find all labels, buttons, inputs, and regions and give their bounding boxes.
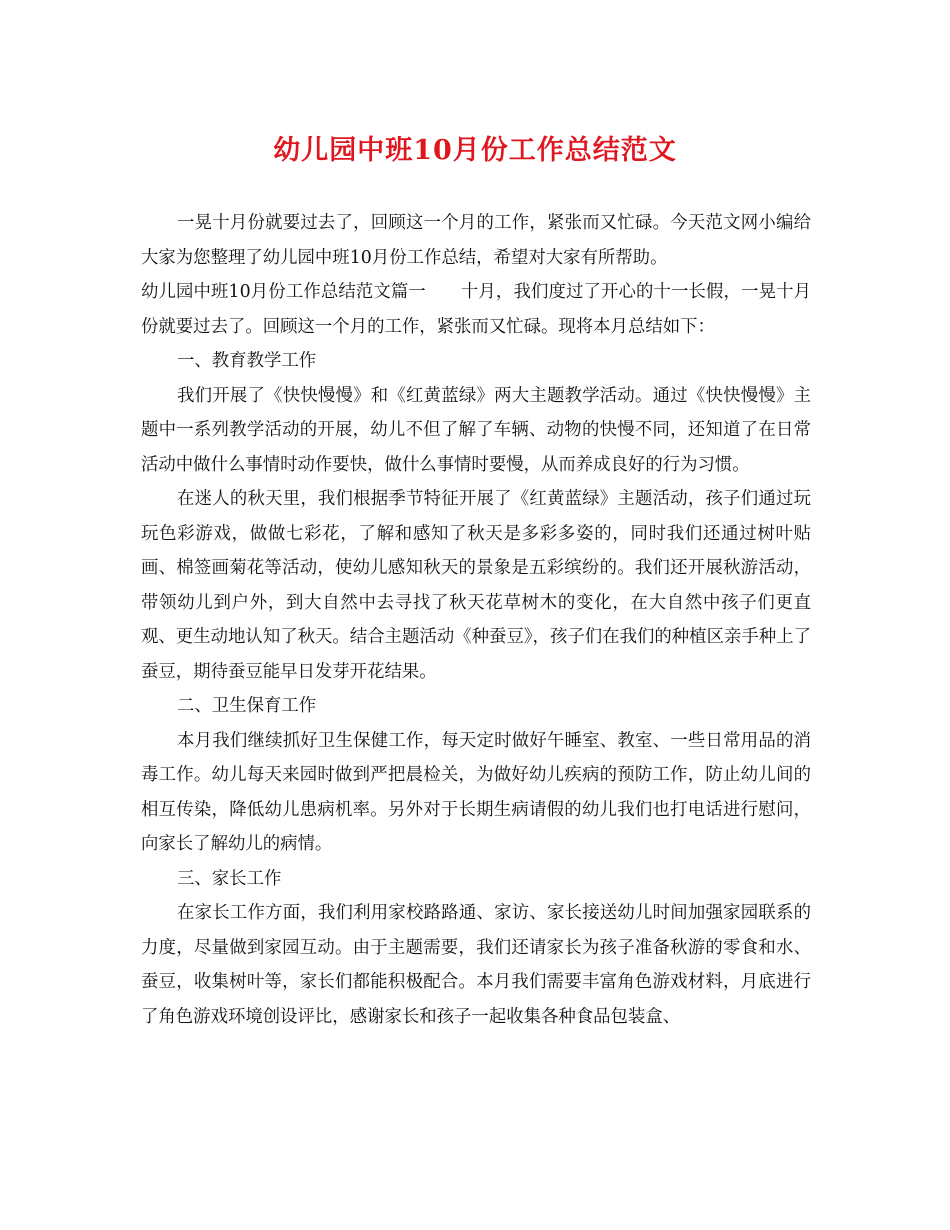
document-title: 幼儿园中班10月份工作总结范文 bbox=[273, 135, 677, 166]
paragraph-hygiene: 本月我们继续抓好卫生保健工作，每天定时做好午睡室、教室、一些日常用品的消毒工作。幼儿每天来园时做到严把晨检关，为做好幼儿疾病的预防工作，防止幼儿间的相互传染，降低幼儿患病机率。另外对于长期生病请假的幼儿我们也打电话进行慰问，向家长了解幼儿的病情。 bbox=[141, 730, 811, 854]
heading-hygiene: 二、卫生保育工作 bbox=[177, 696, 317, 716]
heading-teaching: 一、教育教学工作 bbox=[177, 351, 317, 371]
paragraph-section-heading: 幼儿园中班10月份工作总结范文篇一 十月，我们度过了开心的十一长假，一晃十月份就要过去了。回顾这一个月的工作，紧张而又忙碌。现将本月总结如下： bbox=[141, 282, 811, 337]
paragraph-teaching-1: 我们开展了《快快慢慢》和《红黄蓝绿》两大主题教学活动。通过《快快慢慢》主题中一系列教学活动的开展，幼儿不但了解了车辆、动物的快慢不同，还知道了在日常活动中做什么事情时动作要快，做什么事情时要慢，从而养成良好的行为习惯。 bbox=[141, 385, 811, 475]
heading-parents: 三、家长工作 bbox=[177, 868, 282, 889]
paragraph-teaching-2: 在迷人的秋天里，我们根据季节特征开展了《红黄蓝绿》主题活动，孩子们通过玩玩色彩游戏，做做七彩花，了解和感知了秋天是多彩多姿的，同时我们还通过树叶贴画、棉签画菊花等活动，使幼儿感知秋天的景象是五彩缤纷的。我们还开展秋游活动，带领幼儿到户外，到大自然中去寻找了秋天花草树木的变化，在大自然中孩子们更直观、更生动地认知了秋天。结合主题活动《种蚕豆》，孩子们在我们的种植区亲手种上了蚕豆，期待蚕豆能早日发芽开花结果。 bbox=[141, 489, 811, 682]
paragraph-intro: 一晃十月份就要过去了，回顾这一个月的工作，紧张而又忙碌。今天范文网小编给大家为您整理了幼儿园中班10月份工作总结，希望对大家有所帮助。 bbox=[141, 213, 811, 268]
paragraph-parents: 在家长工作方面，我们利用家校路路通、家访、家长接送幼儿时间加强家园联系的力度，尽量做到家园互动。由于主题需要，我们还请家长为孩子准备秋游的零食和水、蚕豆，收集树叶等，家长们都能积极配合。本月我们需要丰富角色游戏材料，月底进行了角色游戏环境创设评比，感谢家长和孩子一起收集各种食品包装盒、 bbox=[141, 903, 811, 1027]
document-body bbox=[141, 206, 811, 1034]
